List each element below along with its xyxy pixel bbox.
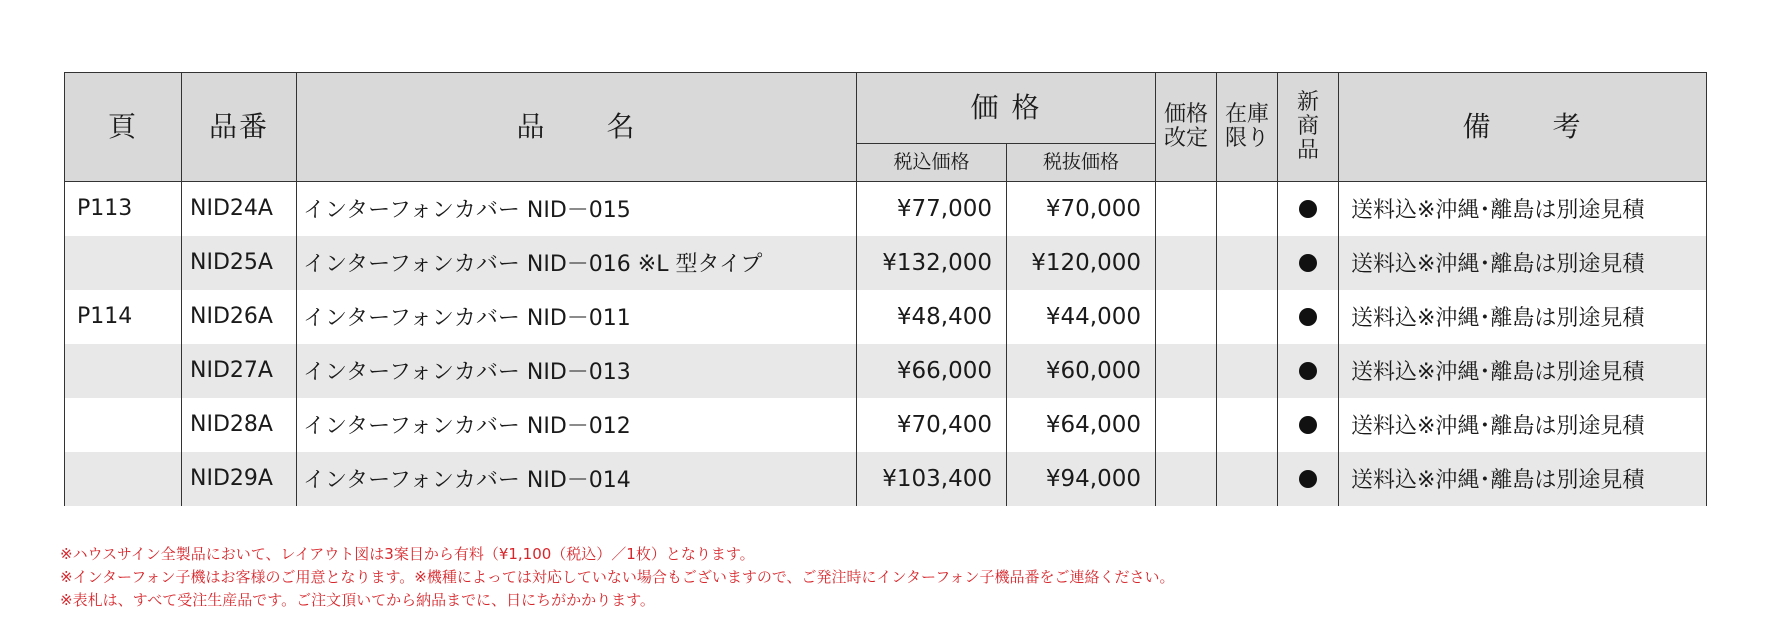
cell-new: [1278, 398, 1339, 452]
header-name: 品 名: [297, 73, 857, 182]
cell-new: [1278, 236, 1339, 290]
table-header: [65, 73, 1707, 182]
table-row: [65, 452, 1707, 506]
header-revision-line2: 改定: [1163, 126, 1208, 151]
new-product-dot-icon: [1299, 416, 1317, 434]
cell-price-excl: ¥44,000: [1007, 290, 1156, 344]
cell-name: インターフォンカバー NID－015: [297, 182, 857, 236]
cell-new: [1278, 452, 1339, 506]
header-price-excl: 税抜価格: [1007, 144, 1156, 182]
cell-code: NID29A: [182, 452, 297, 506]
cell-stock: [1217, 452, 1278, 506]
header-revision-line1: 価格: [1163, 101, 1208, 127]
header-remarks: 備 考: [1339, 73, 1707, 182]
cell-code: NID26A: [182, 290, 297, 344]
cell-price-excl: ¥70,000: [1007, 182, 1156, 236]
cell-code: NID28A: [182, 398, 297, 452]
cell-name: インターフォンカバー NID－012: [297, 398, 857, 452]
cell-revision: [1156, 452, 1217, 506]
cell-code: NID24A: [182, 182, 297, 236]
header-new-line1: 新: [1296, 89, 1319, 115]
cell-revision: [1156, 344, 1217, 398]
cell-price-incl: ¥70,400: [857, 398, 1007, 452]
table-row: [65, 344, 1707, 398]
cell-price-incl: ¥77,000: [857, 182, 1007, 236]
cell-revision: [1156, 398, 1217, 452]
header-new-line2: 商: [1296, 113, 1319, 139]
cell-page: P113: [65, 182, 182, 236]
cell-price-excl: ¥94,000: [1007, 452, 1156, 506]
cell-remarks: 送料込※沖縄･離島は別途見積: [1339, 290, 1707, 344]
cell-remarks: 送料込※沖縄･離島は別途見積: [1339, 344, 1707, 398]
cell-stock: [1217, 236, 1278, 290]
header-price-incl: 税込価格: [857, 144, 1007, 182]
cell-revision: [1156, 290, 1217, 344]
cell-page: [65, 344, 182, 398]
header-stock: [1217, 73, 1278, 182]
cell-page: P114: [65, 290, 182, 344]
cell-price-incl: ¥66,000: [857, 344, 1007, 398]
cell-new: [1278, 290, 1339, 344]
new-product-dot-icon: [1299, 254, 1317, 272]
header-revision: [1156, 73, 1217, 182]
cell-page: [65, 236, 182, 290]
cell-remarks: 送料込※沖縄･離島は別途見積: [1339, 182, 1707, 236]
cell-stock: [1217, 182, 1278, 236]
cell-name: インターフォンカバー NID－013: [297, 344, 857, 398]
header-new-line3: 品: [1296, 138, 1319, 164]
cell-remarks: 送料込※沖縄･離島は別途見積: [1339, 398, 1707, 452]
table-row: [65, 236, 1707, 290]
footnotes: [60, 543, 1174, 612]
cell-price-excl: ¥60,000: [1007, 344, 1156, 398]
cell-code: NID27A: [182, 344, 297, 398]
cell-revision: [1156, 236, 1217, 290]
table-row: [65, 398, 1707, 452]
new-product-dot-icon: [1299, 200, 1317, 218]
cell-price-excl: ¥120,000: [1007, 236, 1156, 290]
cell-price-incl: ¥103,400: [857, 452, 1007, 506]
footnote: ※表札は、すべて受注生産品です。ご注文頂いてから納品までに、日にちがかかります。: [60, 591, 655, 609]
cell-remarks: 送料込※沖縄･離島は別途見積: [1339, 452, 1707, 506]
cell-page: [65, 398, 182, 452]
cell-name: インターフォンカバー NID－016 ※L 型タイプ: [297, 236, 857, 290]
header-code: 品番: [182, 73, 297, 182]
cell-new: [1278, 344, 1339, 398]
cell-price-incl: ¥132,000: [857, 236, 1007, 290]
header-new: [1278, 73, 1339, 182]
new-product-dot-icon: [1299, 362, 1317, 380]
cell-price-incl: ¥48,400: [857, 290, 1007, 344]
footnote: ※インターフォン子機はお客様のご用意となります。※機種によっては対応していない場合もございますので、ご発注時にインターフォン子機品番をご連絡ください。: [60, 568, 1175, 586]
price-table: [64, 72, 1707, 506]
header-price: 価 格: [857, 73, 1156, 144]
cell-code: NID25A: [182, 236, 297, 290]
header-stock-line2: 限り: [1224, 126, 1269, 151]
new-product-dot-icon: [1299, 470, 1317, 488]
cell-price-excl: ¥64,000: [1007, 398, 1156, 452]
table-body: [65, 182, 1707, 506]
cell-revision: [1156, 182, 1217, 236]
cell-new: [1278, 182, 1339, 236]
cell-page: [65, 452, 182, 506]
cell-name: インターフォンカバー NID－011: [297, 290, 857, 344]
new-product-dot-icon: [1299, 308, 1317, 326]
cell-name: インターフォンカバー NID－014: [297, 452, 857, 506]
footnote: ※ハウスサイン全製品において、レイアウト図は3案目から有料（¥1,100（税込）／1枚）となります。: [60, 545, 755, 563]
table-row: [65, 182, 1707, 236]
cell-stock: [1217, 290, 1278, 344]
header-stock-line1: 在庫: [1224, 101, 1269, 127]
header-page: 頁: [65, 73, 182, 182]
cell-stock: [1217, 344, 1278, 398]
cell-stock: [1217, 398, 1278, 452]
table-row: [65, 290, 1707, 344]
cell-remarks: 送料込※沖縄･離島は別途見積: [1339, 236, 1707, 290]
